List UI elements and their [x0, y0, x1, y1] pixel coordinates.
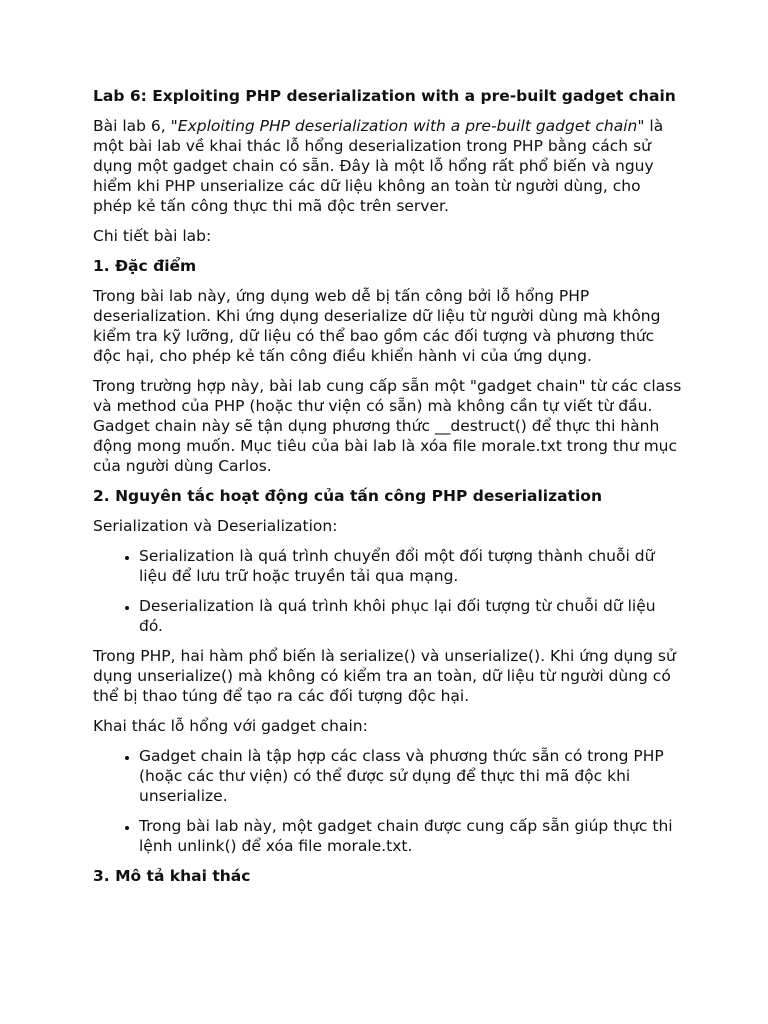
section-1-paragraph-1: Trong bài lab này, ứng dụng web dễ bị tấn công bởi lỗ hổng PHP deserialization. Khi ứng dụng deserialize dữ liệu từ người dùng mà không kiểm tra kỹ lưỡng, dữ liệu có thể bao gồm các đối tượng và phương thức độc hại, cho phép kẻ tấn công điều khiển hành vi của ứng dụng.	[93, 287, 661, 365]
intro-italic-title: Exploiting PHP deserialization with a pre-built gadget chain	[177, 117, 638, 135]
document-title: Lab 6: Exploiting PHP deserialization with a pre-built gadget chain	[93, 87, 676, 105]
serialization-label: Serialization và Deserialization:	[93, 517, 338, 535]
gadget-chain-list	[93, 746, 683, 856]
intro-prefix: Bài lab 6, "	[93, 117, 178, 135]
list-item: • Serialization là quá trình chuyển đổi một đối tượng thành chuỗi dữ liệu để lưu trữ hoặc truyền tải qua mạng.	[139, 546, 683, 586]
gadget-chain-label: Khai thác lỗ hổng với gadget chain:	[93, 717, 368, 735]
list-item: • Deserialization là quá trình khôi phục lại đối tượng từ chuỗi dữ liệu đó.	[139, 596, 683, 636]
document-content	[93, 86, 683, 896]
section-1-heading: 1. Đặc điểm	[93, 257, 197, 275]
intro-paragraph	[93, 116, 683, 216]
section-2-paragraph: Trong PHP, hai hàm phổ biến là serialize() và unserialize(). Khi ứng dụng sử dụng unserialize() mà không có kiểm tra an toàn, dữ liệu từ người dùng có thể bị thao túng để tạo ra các đối tượng độc hại.	[93, 647, 676, 705]
serialization-list	[93, 546, 683, 636]
section-1-paragraph-2: Trong trường hợp này, bài lab cung cấp sẵn một "gadget chain" từ các class và method của PHP (hoặc thư viện có sẵn) mà không cần tự viết từ đầu. Gadget chain này sẽ tận dụng phương thức __destruct() để thực thi hành động mong muốn. Mục tiêu của bài lab là xóa file morale.txt trong thư mục của người dùng Carlos.	[93, 377, 682, 475]
intro-suffix: " là một bài lab về khai thác lỗ hổng deserialization trong PHP bằng cách sử dụng một gadget chain có sẵn. Đây là một lỗ hổng rất phổ biến và nguy hiểm khi PHP unserialize các dữ liệu không an toàn từ người dùng, cho phép kẻ tấn công thực thi mã độc trên server.	[93, 117, 664, 215]
list-item: • Gadget chain là tập hợp các class và phương thức sẵn có trong PHP (hoặc các thư viện) có thể được sử dụng để thực thi mã độc khi unserialize.	[139, 746, 683, 806]
list-item: • Trong bài lab này, một gadget chain được cung cấp sẵn giúp thực thi lệnh unlink() để xóa file morale.txt.	[139, 816, 683, 856]
section-2-heading: 2. Nguyên tắc hoạt động của tấn công PHP deserialization	[93, 487, 602, 505]
section-3-heading: 3. Mô tả khai thác	[93, 867, 251, 885]
details-label: Chi tiết bài lab:	[93, 227, 212, 245]
